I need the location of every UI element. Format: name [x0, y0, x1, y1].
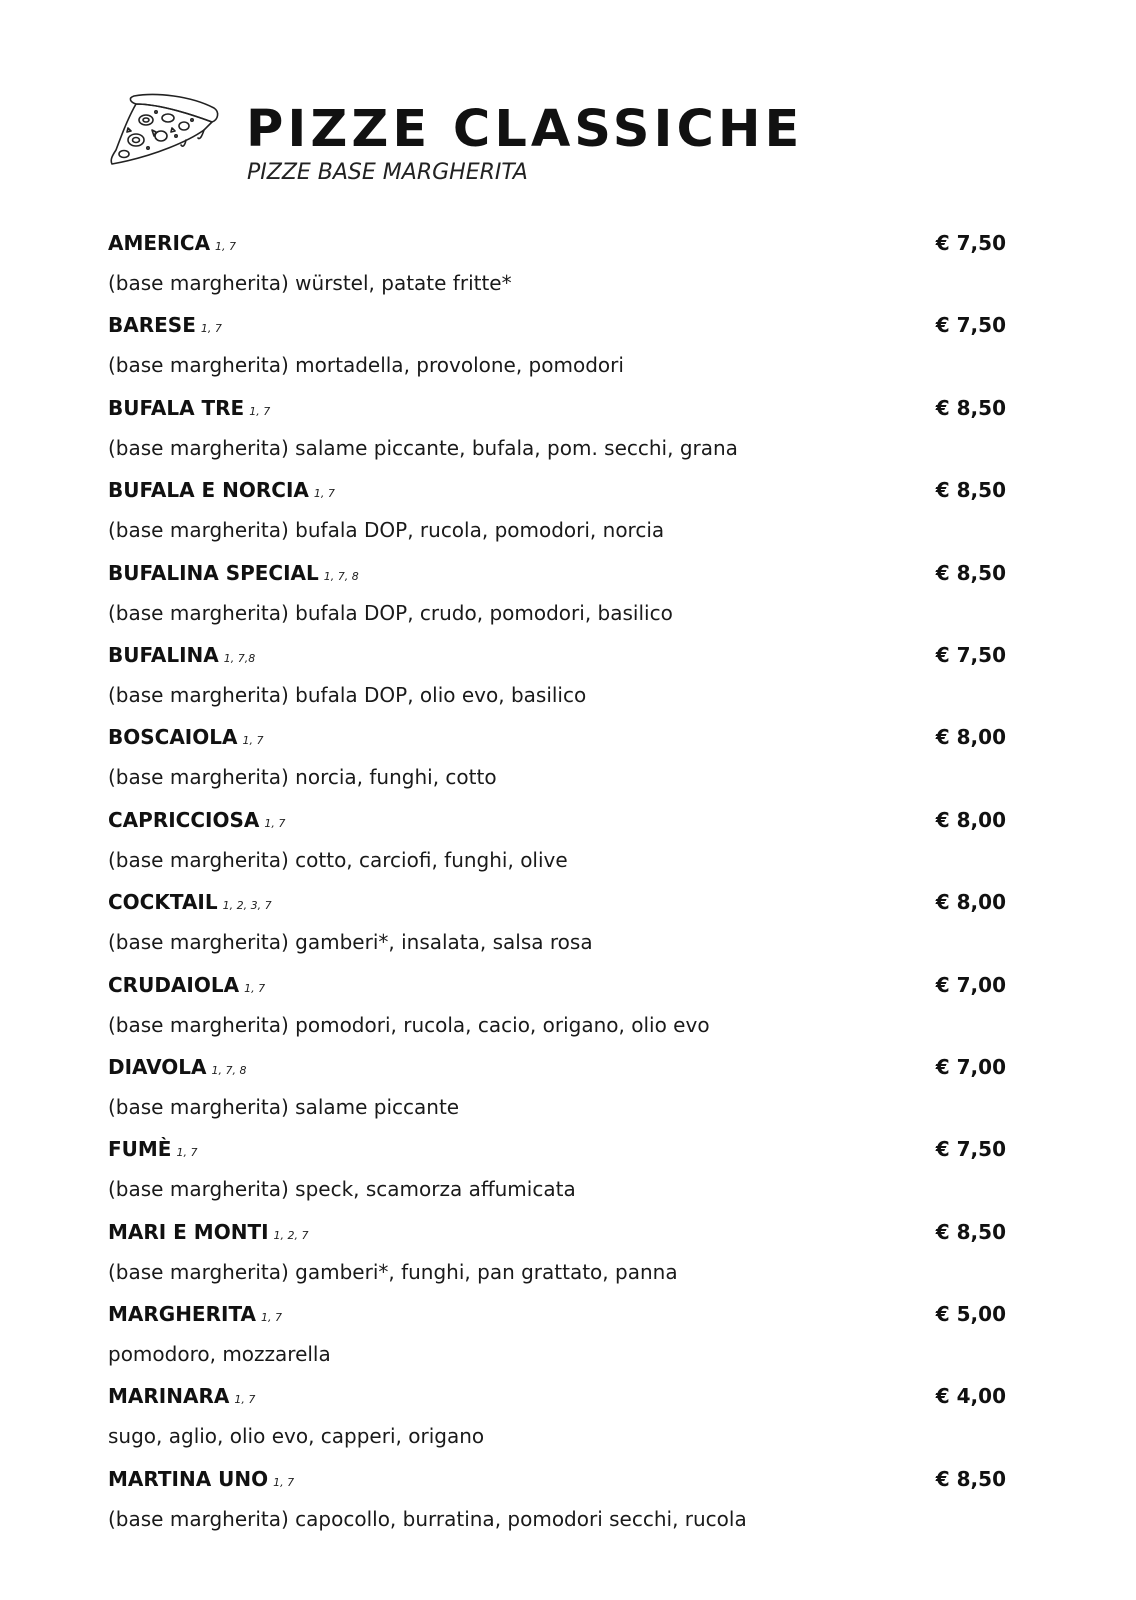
pizza-price: € 8,50 — [935, 478, 1006, 503]
allergen-codes: 1, 7 — [176, 1146, 198, 1160]
allergen-codes: 1, 7 — [313, 487, 335, 501]
menu-item — [108, 558, 1028, 640]
menu-item-header — [108, 393, 1028, 423]
menu-item-header — [108, 558, 1028, 588]
pizza-name: BARESE — [108, 313, 196, 338]
pizza-description: (base margherita) salame piccante — [108, 1094, 460, 1119]
menu-item — [108, 310, 1028, 392]
pizza-description: (base margherita) gamberi*, funghi, pan grattato, panna — [108, 1259, 678, 1284]
allergen-codes: 1, 7 — [249, 404, 271, 418]
menu-item-header — [108, 1052, 1028, 1082]
pizza-price: € 7,50 — [935, 1137, 1006, 1162]
allergen-codes: 1, 7 — [261, 1311, 283, 1325]
pizza-price: € 8,50 — [935, 560, 1006, 585]
pizza-price: € 7,50 — [935, 642, 1006, 667]
pizza-name: CAPRICCIOSA — [108, 807, 260, 832]
allergen-codes: 1, 7 — [215, 240, 237, 253]
pizza-price: € 8,00 — [935, 890, 1006, 915]
pizza-description: (base margherita) gamberi*, insalata, salsa rosa — [108, 930, 593, 955]
pizza-description: (base margherita) pomodori, rucola, cacio, origano, olio evo — [108, 1012, 710, 1037]
menu-item — [108, 722, 1028, 804]
pizza-price: € 8,50 — [935, 1466, 1006, 1491]
menu-item-header — [108, 310, 1028, 340]
menu-item-header — [108, 1299, 1028, 1329]
allergen-codes: 1, 7 — [234, 1393, 256, 1407]
pizza-price: € 4,00 — [935, 1384, 1006, 1409]
allergen-codes: 1, 2, 7 — [273, 1228, 309, 1242]
menu-item — [108, 1217, 1028, 1299]
page-subtitle: PIZZE BASE MARGHERITA — [247, 160, 528, 185]
pizza-description: (base margherita) cotto, carciofi, funghi, olive — [108, 847, 568, 872]
menu-item — [108, 805, 1028, 887]
pizza-name: BUFALINA SPECIAL — [108, 560, 319, 585]
pizza-description: sugo, aglio, olio evo, capperi, origano — [108, 1424, 485, 1449]
allergen-codes: 1, 2, 3, 7 — [222, 899, 272, 913]
pizza-description: pomodoro, mozzarella — [108, 1342, 331, 1367]
pizza-price: € 8,00 — [935, 725, 1006, 750]
pizza-description: (base margherita) würstel, patate fritte* — [108, 271, 512, 295]
pizza-name: MARI E MONTI — [108, 1219, 269, 1244]
menu-item-header — [108, 1464, 1028, 1494]
pizza-name: COCKTAIL — [108, 890, 218, 915]
menu-item-header — [108, 475, 1028, 505]
menu-item — [108, 393, 1028, 475]
pizza-price: € 8,50 — [935, 395, 1006, 420]
pizza-description: (base margherita) bufala DOP, rucola, pomodori, norcia — [108, 518, 665, 543]
pizza-name: MARTINA UNO — [108, 1466, 269, 1491]
pizza-price: € 8,50 — [935, 1219, 1006, 1244]
menu-item — [108, 475, 1028, 557]
allergen-codes: 1, 7, 8 — [323, 569, 359, 583]
pizza-description: (base margherita) bufala DOP, crudo, pomodori, basilico — [108, 600, 673, 625]
menu-item-header — [108, 1134, 1028, 1164]
menu-header — [106, 90, 1006, 190]
pizza-price: € 7,50 — [935, 231, 1006, 255]
menu-item — [108, 1464, 1028, 1546]
allergen-codes: 1, 7 — [200, 322, 222, 336]
pizza-name: MARGHERITA — [108, 1302, 257, 1327]
pizza-name: DIAVOLA — [108, 1054, 207, 1079]
pizza-description: (base margherita) speck, scamorza affumicata — [108, 1177, 576, 1202]
pizza-name: FUMÈ — [108, 1137, 172, 1162]
pizza-price: € 7,00 — [935, 972, 1006, 997]
menu-item-header — [108, 1381, 1028, 1411]
menu-item-header — [108, 970, 1028, 1000]
menu-item-header — [108, 640, 1028, 670]
menu-item — [108, 640, 1028, 722]
pizza-description: (base margherita) salame piccante, bufala, pom. secchi, grana — [108, 435, 738, 460]
menu-item — [108, 970, 1028, 1052]
pizza-price: € 5,00 — [935, 1302, 1006, 1327]
allergen-codes: 1, 7,8 — [223, 651, 256, 665]
menu-item — [108, 1052, 1028, 1134]
pizza-name: BUFALINA — [108, 642, 219, 667]
pizza-name: CRUDAIOLA — [108, 972, 240, 997]
pizza-name: BUFALA TRE — [108, 395, 245, 420]
pizza-price: € 7,50 — [935, 313, 1006, 338]
menu-item-header — [108, 887, 1028, 917]
pizza-name: MARINARA — [108, 1384, 230, 1409]
pizza-name: BOSCAIOLA — [108, 725, 238, 750]
allergen-codes: 1, 7 — [273, 1475, 295, 1489]
pizza-price: € 7,00 — [935, 1054, 1006, 1079]
menu-item — [108, 1134, 1028, 1216]
pizza-price: € 8,00 — [935, 807, 1006, 832]
menu-item-header — [108, 805, 1028, 835]
pizza-description: (base margherita) mortadella, provolone, pomodori — [108, 353, 624, 378]
pizza-description: (base margherita) norcia, funghi, cotto — [108, 765, 497, 790]
pizza-name: AMERICA — [108, 231, 211, 255]
menu-item — [108, 1381, 1028, 1463]
menu-item-header — [108, 228, 1028, 258]
page-title: PIZZE CLASSICHE — [246, 100, 804, 159]
menu-item — [108, 1299, 1028, 1381]
menu-item-header — [108, 722, 1028, 752]
allergen-codes: 1, 7 — [242, 734, 264, 748]
pizza-description: (base margherita) capocollo, burratina, pomodori secchi, rucola — [108, 1506, 747, 1531]
allergen-codes: 1, 7 — [244, 981, 266, 995]
menu-item — [108, 887, 1028, 969]
menu-item-header — [108, 1217, 1028, 1247]
pizza-description: (base margherita) bufala DOP, olio evo, basilico — [108, 682, 587, 707]
allergen-codes: 1, 7, 8 — [211, 1063, 247, 1077]
pizza-slice-icon — [106, 90, 224, 170]
allergen-codes: 1, 7 — [264, 816, 286, 830]
menu-list — [108, 228, 1028, 1546]
menu-item — [108, 228, 1028, 310]
pizza-name: BUFALA E NORCIA — [108, 478, 309, 503]
